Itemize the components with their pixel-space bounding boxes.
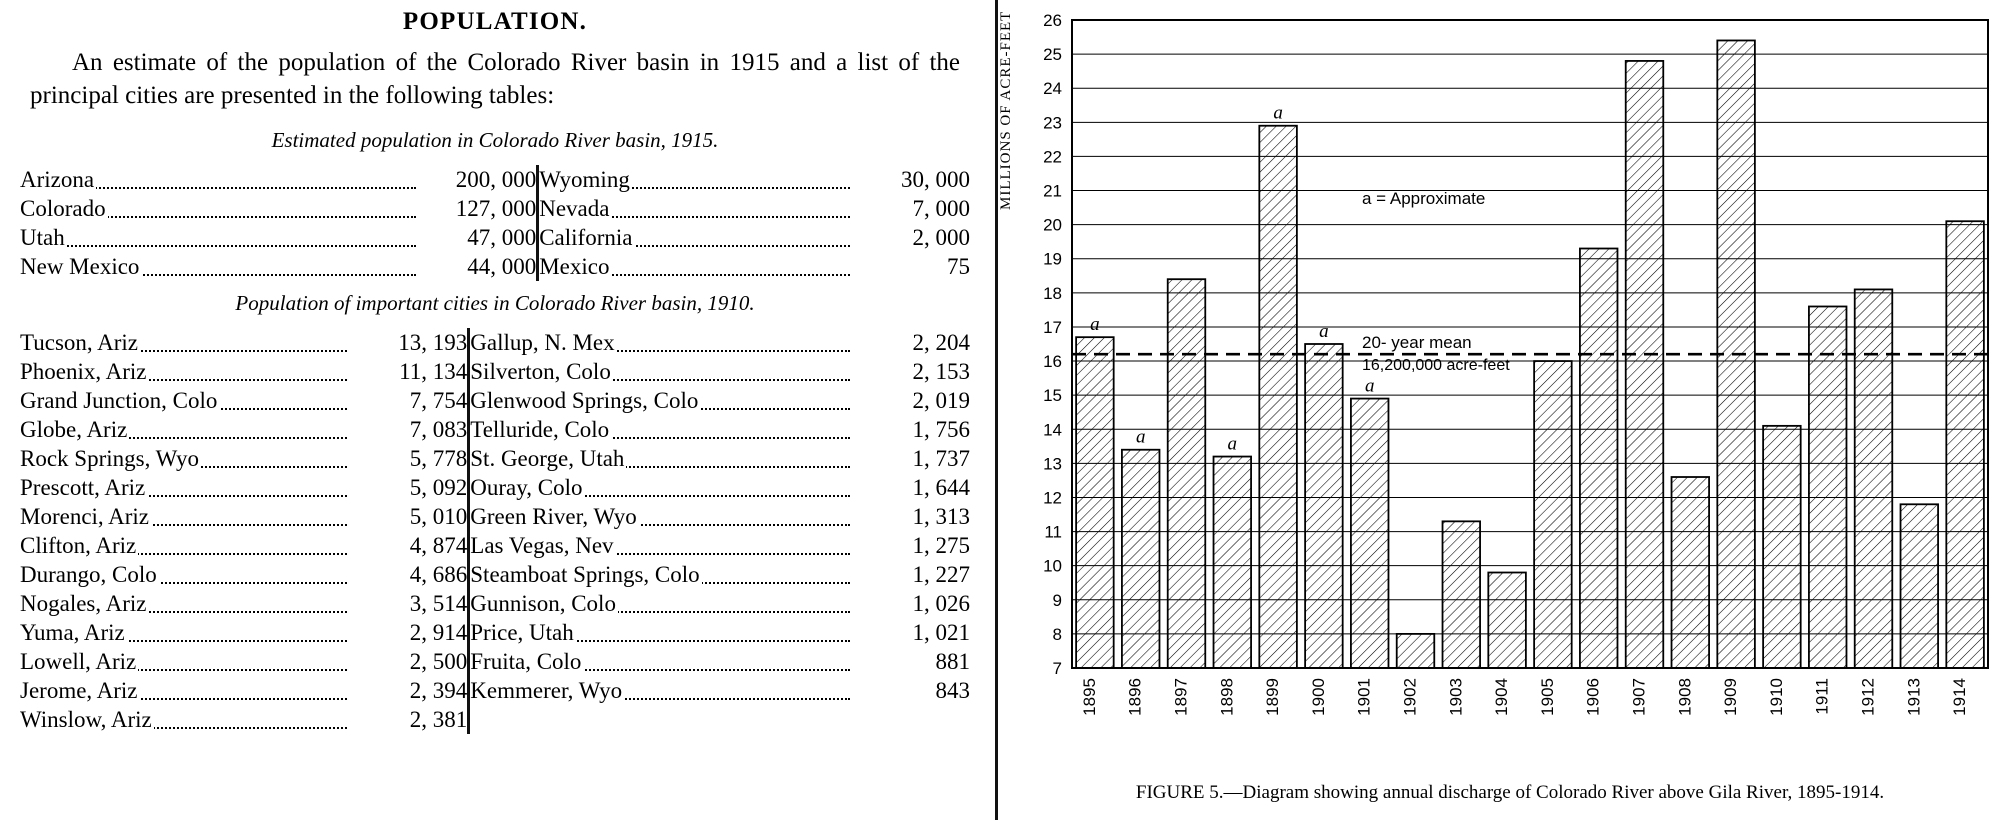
city-population: 13, 193 — [347, 328, 467, 357]
svg-text:12: 12 — [1043, 488, 1062, 508]
chart-y-axis-label: MILLIONS OF ACRE-FEET — [998, 10, 1014, 210]
state-name: Nevada — [539, 195, 610, 221]
city-name: Fruita, Colo — [470, 648, 582, 674]
estimated-population-table — [20, 165, 970, 281]
city-name-cell — [20, 589, 347, 618]
state-name: Mexico — [539, 253, 610, 279]
city-population: 5, 010 — [347, 502, 467, 531]
city-population: 1, 644 — [850, 473, 970, 502]
city-population: 2, 394 — [347, 676, 467, 705]
svg-text:1905: 1905 — [1537, 678, 1557, 716]
chart-area — [1000, 6, 2000, 766]
svg-text:1912: 1912 — [1858, 678, 1878, 716]
city-population: 5, 092 — [347, 473, 467, 502]
svg-text:1909: 1909 — [1721, 678, 1741, 716]
svg-text:1907: 1907 — [1629, 678, 1649, 716]
table-row — [20, 194, 970, 223]
city-population: 2, 153 — [850, 357, 970, 386]
city-name-cell — [470, 618, 850, 647]
city-population: 1, 275 — [850, 531, 970, 560]
city-name: St. George, Utah — [470, 445, 625, 471]
city-name-cell — [20, 618, 347, 647]
svg-text:1898: 1898 — [1217, 678, 1237, 716]
state-name: Wyoming — [539, 166, 630, 192]
city-name-cell — [20, 473, 347, 502]
state-name: Arizona — [20, 166, 95, 192]
state-name-cell — [539, 194, 850, 223]
table-row — [20, 444, 970, 473]
svg-text:16,200,000 acre-feet: 16,200,000 acre-feet — [1362, 357, 1510, 375]
svg-text:1913: 1913 — [1904, 678, 1924, 716]
city-name: Steamboat Springs, Colo — [470, 561, 700, 587]
table-row — [20, 328, 970, 357]
table-row — [20, 618, 970, 647]
city-name-cell — [470, 357, 850, 386]
svg-text:26: 26 — [1043, 11, 1062, 30]
city-name-cell — [470, 415, 850, 444]
state-name-cell — [20, 252, 416, 281]
table-row — [20, 589, 970, 618]
city-name-cell — [20, 357, 347, 386]
city-name — [470, 707, 472, 732]
city-name-cell — [20, 560, 347, 589]
svg-text:25: 25 — [1043, 45, 1062, 65]
svg-text:11: 11 — [1044, 522, 1062, 542]
city-name-cell — [20, 531, 347, 560]
svg-text:a: a — [1319, 321, 1329, 342]
state-value: 75 — [850, 252, 970, 281]
city-population: 7, 083 — [347, 415, 467, 444]
table-row — [20, 386, 970, 415]
svg-text:a = Approximate: a = Approximate — [1362, 189, 1486, 209]
city-name: Nogales, Ariz — [20, 590, 147, 616]
city-name-cell — [20, 705, 347, 734]
svg-text:23: 23 — [1043, 113, 1062, 133]
city-population: 1, 756 — [850, 415, 970, 444]
svg-text:1897: 1897 — [1171, 678, 1191, 716]
svg-text:a: a — [1135, 426, 1146, 448]
city-population: 1, 737 — [850, 444, 970, 473]
city-name: Green River, Wyo — [470, 503, 637, 529]
cities-population-table — [20, 328, 970, 734]
svg-text:1911: 1911 — [1812, 678, 1832, 715]
city-name-cell — [470, 502, 850, 531]
svg-text:a: a — [1364, 375, 1375, 397]
city-name-cell — [470, 705, 850, 734]
city-name: Silverton, Colo — [470, 358, 611, 384]
city-name-cell — [470, 386, 850, 415]
city-name-cell — [20, 502, 347, 531]
svg-text:22: 22 — [1043, 147, 1062, 167]
city-name-cell — [20, 647, 347, 676]
svg-text:24: 24 — [1043, 79, 1062, 99]
state-name-cell — [539, 223, 850, 252]
state-value: 200, 000 — [416, 165, 536, 194]
svg-text:1906: 1906 — [1583, 678, 1603, 716]
city-name: Grand Junction, Colo — [20, 387, 218, 413]
table-row — [20, 676, 970, 705]
svg-text:1899: 1899 — [1263, 678, 1283, 716]
city-name-cell — [470, 473, 850, 502]
city-name: Winslow, Ariz — [20, 706, 152, 732]
city-name-cell — [20, 444, 347, 473]
svg-text:1901: 1901 — [1354, 678, 1374, 716]
city-population: 1, 227 — [850, 560, 970, 589]
table-row — [20, 252, 970, 281]
svg-text:21: 21 — [1043, 181, 1062, 201]
table-row — [20, 705, 970, 734]
city-name: Lowell, Ariz — [20, 648, 137, 674]
svg-text:8: 8 — [1052, 624, 1062, 644]
city-name: Prescott, Ariz — [20, 474, 146, 500]
figure-column — [990, 0, 2011, 820]
city-name: Price, Utah — [470, 619, 574, 645]
table1-caption: Estimated population in Colorado River basin, 1915. — [271, 128, 719, 152]
state-name: Colorado — [20, 195, 106, 221]
city-population: 7, 754 — [347, 386, 467, 415]
city-population: 3, 514 — [347, 589, 467, 618]
figure-caption-text: —Diagram showing annual discharge of Colorado River above Gila River, 1895-1914. — [1223, 782, 1885, 803]
svg-text:13: 13 — [1043, 454, 1062, 474]
city-name-cell — [20, 386, 347, 415]
city-name: Globe, Ariz — [20, 416, 128, 442]
text-column — [0, 0, 990, 820]
city-population: 1, 021 — [850, 618, 970, 647]
state-name: New Mexico — [20, 253, 140, 279]
figure-caption — [1020, 782, 2000, 804]
city-name-cell — [470, 647, 850, 676]
svg-text:1896: 1896 — [1125, 678, 1145, 716]
city-population: 1, 313 — [850, 502, 970, 531]
city-population: 2, 204 — [850, 328, 970, 357]
city-population: 5, 778 — [347, 444, 467, 473]
bar-chart — [1000, 6, 2000, 766]
city-population: 2, 019 — [850, 386, 970, 415]
state-name: California — [539, 224, 633, 250]
city-population: 4, 874 — [347, 531, 467, 560]
svg-text:18: 18 — [1043, 283, 1062, 303]
svg-text:a: a — [1227, 433, 1238, 455]
city-name: Las Vegas, Nev — [470, 532, 614, 558]
city-name: Gunnison, Colo — [470, 590, 616, 616]
intro-paragraph: An estimate of the population of the Colorado River basin in 1915 and a list of the principal cities are presented in the following tables: — [30, 49, 960, 109]
svg-text:a: a — [1090, 314, 1100, 336]
city-name: Yuma, Ariz — [20, 619, 125, 645]
svg-text:1903: 1903 — [1446, 678, 1466, 716]
city-name-cell — [20, 415, 347, 444]
svg-text:1910: 1910 — [1766, 678, 1786, 716]
city-name: Ouray, Colo — [470, 474, 583, 500]
city-population: 843 — [850, 676, 970, 705]
page-title: POPULATION. — [402, 8, 588, 35]
city-name: Telluride, Colo — [470, 416, 610, 442]
state-value: 44, 000 — [416, 252, 536, 281]
state-value: 2, 000 — [850, 223, 970, 252]
city-name: Glenwood Springs, Colo — [470, 387, 699, 413]
table2-caption: Population of important cities in Colorado River basin, 1910. — [235, 291, 755, 315]
table-row — [20, 223, 970, 252]
table-row — [20, 357, 970, 386]
city-name: Morenci, Ariz — [20, 503, 150, 529]
city-population: 11, 134 — [347, 357, 467, 386]
svg-text:a: a — [1273, 102, 1283, 124]
city-population: 2, 500 — [347, 647, 467, 676]
svg-text:1914: 1914 — [1950, 678, 1970, 716]
svg-text:7: 7 — [1052, 659, 1062, 678]
table-row — [20, 560, 970, 589]
svg-text:1908: 1908 — [1675, 678, 1695, 716]
state-value: 47, 000 — [416, 223, 536, 252]
svg-text:10: 10 — [1043, 556, 1062, 576]
city-population: 1, 026 — [850, 589, 970, 618]
table-row — [20, 165, 970, 194]
svg-text:20- year mean: 20- year mean — [1362, 333, 1472, 353]
table-row — [20, 647, 970, 676]
city-name: Kemmerer, Wyo — [470, 677, 623, 703]
state-value: 127, 000 — [416, 194, 536, 223]
svg-text:14: 14 — [1043, 420, 1062, 440]
svg-text:1900: 1900 — [1308, 678, 1328, 716]
city-name: Rock Springs, Wyo — [20, 445, 200, 471]
svg-text:15: 15 — [1043, 386, 1062, 406]
state-name: Utah — [20, 224, 65, 250]
svg-text:16: 16 — [1043, 352, 1062, 372]
svg-text:1904: 1904 — [1492, 678, 1512, 716]
city-name: Jerome, Ariz — [20, 677, 138, 703]
state-name-cell — [539, 165, 850, 194]
city-name-cell — [470, 444, 850, 473]
city-population: 881 — [850, 647, 970, 676]
figure-number: FIGURE 5. — [1135, 782, 1224, 803]
city-name-cell — [20, 328, 347, 357]
city-name-cell — [20, 676, 347, 705]
city-population: 2, 381 — [347, 705, 467, 734]
city-population — [850, 705, 970, 734]
state-name-cell — [20, 194, 416, 223]
state-value: 30, 000 — [850, 165, 970, 194]
city-name: Clifton, Ariz — [20, 532, 137, 558]
state-name-cell — [20, 165, 416, 194]
city-name-cell — [470, 328, 850, 357]
table-row — [20, 531, 970, 560]
city-name-cell — [470, 560, 850, 589]
svg-text:17: 17 — [1043, 317, 1062, 337]
state-value: 7, 000 — [850, 194, 970, 223]
svg-text:19: 19 — [1043, 249, 1062, 269]
dot-leader — [20, 245, 416, 247]
table-row — [20, 473, 970, 502]
state-name-cell — [539, 252, 850, 281]
svg-text:20: 20 — [1043, 215, 1062, 235]
city-population: 4, 686 — [347, 560, 467, 589]
city-name: Gallup, N. Mex — [470, 329, 615, 355]
svg-text:1902: 1902 — [1400, 678, 1420, 716]
city-name-cell — [470, 531, 850, 560]
city-name: Durango, Colo — [20, 561, 157, 587]
city-population: 2, 914 — [347, 618, 467, 647]
city-name-cell — [470, 589, 850, 618]
city-name: Tucson, Ariz — [20, 329, 138, 355]
state-name-cell — [20, 223, 416, 252]
city-name: Phoenix, Ariz — [20, 358, 147, 384]
table-row — [20, 502, 970, 531]
city-name-cell — [470, 676, 850, 705]
table-row — [20, 415, 970, 444]
svg-text:9: 9 — [1052, 590, 1062, 610]
svg-text:1895: 1895 — [1079, 678, 1099, 716]
